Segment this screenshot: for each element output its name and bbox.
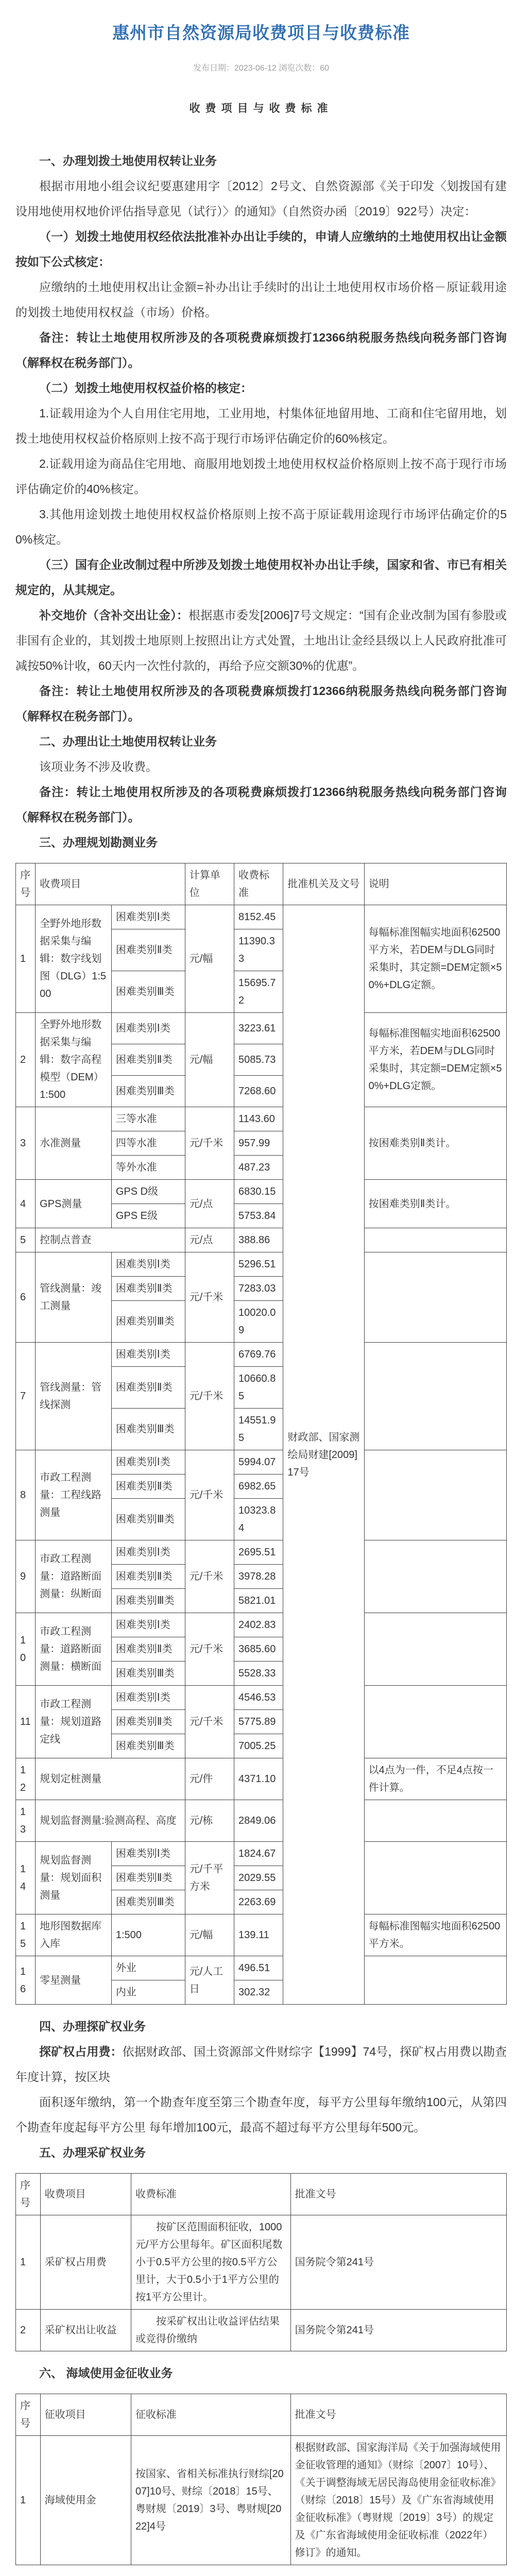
table-cell: GPS E级 [111, 1204, 185, 1228]
table-cell: 困难类别Ⅱ类 [111, 1866, 185, 1890]
table-row [16, 1540, 507, 1565]
table-cell: 3685.60 [234, 1637, 283, 1662]
column-header: 收费标准 [131, 2174, 290, 2215]
table-cell: 元/点 [185, 1180, 234, 1228]
table-row [16, 1842, 507, 1866]
table-cell: GPS D级 [111, 1180, 185, 1204]
table-cell: 零星测量 [36, 1956, 112, 2005]
section-heading: 六、 海域使用金征收业务 [39, 2366, 173, 2380]
table-cell: 3223.61 [234, 1013, 283, 1044]
paragraph: （三）国有企业改制过程中所涉及划拨土地使用权补办出让手续，国家和省、市已有相关规定的，从其规定。 [15, 558, 507, 597]
table-cell: 每幅标准图幅实地面积62500平方米，若DEM与DLG同时采集时，其定额=DEM定额×50%+DLG定额。 [364, 1013, 506, 1107]
paragraph: 探矿权占用费：依据财政部、国土资源部文件财综字【1999】74号，探矿权占用费以勘查年度计算，按区块 [15, 2045, 507, 2083]
table-cell: 8 [16, 1450, 36, 1540]
table-cell: 元/千米 [185, 1252, 234, 1343]
table-cell: 11 [16, 1686, 36, 1758]
document-body [15, 148, 507, 2576]
table-cell: 以4点为一件，不足4点按一件计算。 [364, 1758, 506, 1800]
table-header-row [16, 863, 507, 905]
table-cell: 困难类别Ⅲ类 [111, 1662, 185, 1686]
table-cell: 5085.73 [234, 1044, 283, 1076]
table-cell: 5821.01 [234, 1589, 283, 1613]
table-row [16, 1800, 507, 1842]
table-row [16, 1252, 507, 1277]
table-cell: 困难类别Ⅲ类 [111, 1076, 185, 1107]
document-subtitle: 收费项目与收费标准 [189, 103, 333, 114]
table-cell: 2263.69 [234, 1890, 283, 1914]
table-cell: 元/栋 [185, 1800, 234, 1842]
table-cell: 元/件 [185, 1758, 234, 1800]
table-cell: 3978.28 [234, 1565, 283, 1589]
table-cell: 7005.25 [234, 1734, 283, 1758]
column-header: 序号 [16, 2174, 41, 2215]
table-cell: 国务院令第241号 [290, 2310, 506, 2351]
table-row [16, 2215, 507, 2310]
table-cell: 2849.06 [234, 1800, 283, 1842]
table-cell: 等外水准 [111, 1156, 185, 1180]
column-header: 批准文号 [290, 2394, 506, 2436]
table-cell: 元/千米 [185, 1343, 234, 1450]
table-cell: 9 [16, 1540, 36, 1613]
paragraph: （二）划拨土地使用权权益价格的核定： [39, 381, 252, 395]
section-heading: 二、办理出让土地使用权转让业务 [39, 735, 217, 748]
table-cell: 元/点 [185, 1228, 234, 1252]
table-cell: 139.11 [234, 1914, 283, 1956]
table-cell: 国务院令第241号 [290, 2215, 506, 2310]
table-cell: 元/千米 [185, 1450, 234, 1540]
table-cell: 全野外地形数据采集与编辑：数字线划图（DLG）1:500 [36, 905, 112, 1013]
table-row [16, 905, 507, 929]
table-row [16, 2436, 507, 2565]
table-cell: 2 [16, 1013, 36, 1107]
table-row [16, 1107, 507, 1131]
table-cell: 16 [16, 1956, 36, 2005]
paragraph: 备注：转让土地使用权所涉及的各项税费麻烦拨打12366纳税服务热线向税务部门咨询（解释权在税务部门）。 [15, 331, 507, 369]
column-header: 序号 [16, 863, 36, 905]
column-header: 征收项目 [40, 2394, 131, 2436]
table-cell [364, 1800, 506, 1842]
table-cell: 2695.51 [234, 1540, 283, 1565]
table-cell: 采矿权出让收益 [40, 2310, 131, 2351]
table-cell: 困难类别Ⅱ类 [111, 1637, 185, 1662]
section-heading: 一、办理划拨土地使用权转让业务 [39, 154, 217, 167]
paragraph: 1.证载用途为个人自用住宅用地，工业用地，村集体征地留用地、工商和住宅留用地，划拨土地使用权权益价格原则上按不高于现行市场评估确定价的60%核定。 [15, 406, 507, 445]
table-cell: 5775.89 [234, 1710, 283, 1734]
table-cell: 5994.07 [234, 1450, 283, 1475]
table-cell: 困难类别Ⅲ类 [111, 1734, 185, 1758]
table-row [16, 1013, 507, 1044]
paragraph: 根据市用地小组会议纪要惠建用字〔2012〕2号文、自然资源部《关于印发〈划拨国有建设用地使用权地价评估指导意见（试行）〉的通知》（自然资办函〔2019〕922号）决定： [15, 179, 507, 218]
table-cell: 规划监督测量：规划面积测量 [36, 1842, 112, 1914]
column-header: 批准机关及文号 [283, 863, 364, 905]
table-cell: 6982.65 [234, 1475, 283, 1499]
section-heading: 三、办理规划勘测业务 [39, 836, 158, 849]
table-row [16, 1686, 507, 1710]
paragraph: 备注：转让土地使用权所涉及的各项税费麻烦拨打12366纳税服务热线向税务部门咨询（解释权在税务部门）。 [15, 785, 507, 824]
table-cell: 控制点普查 [36, 1228, 185, 1252]
page-title: 惠州市自然资源局收费项目与收费标准 [112, 23, 410, 42]
paragraph: （一）划拨土地使用权经依法批准补办出让手续的，申请人应缴纳的土地使用权出让金额按如下公式核定： [15, 230, 507, 268]
column-header: 收费项目 [40, 2174, 131, 2215]
table-cell: 元/千米 [185, 1613, 234, 1686]
table-cell: 10660.85 [234, 1367, 283, 1409]
table-cell: GPS测量 [36, 1180, 112, 1228]
table-cell: 按矿区范围面积征收，1000元/平方公里每年。矿区面积尾数小于0.5平方公里的按0.5平方公里计，大于0.5小于1平方公里的按1平方公里计。 [131, 2215, 290, 2310]
table-cell: 困难类别Ⅲ类 [111, 971, 185, 1013]
table-cell: 困难类别Ⅱ类 [111, 1565, 185, 1589]
table-cell: 管线测量：管线探测 [36, 1343, 112, 1450]
table-cell: 元/幅 [185, 1013, 234, 1107]
table-cell: 困难类别Ⅲ类 [111, 1890, 185, 1914]
table-cell: 外业 [111, 1956, 185, 1980]
publish-meta: 发布日期：2023-06-12 浏览次数：60 [193, 64, 330, 73]
table-cell: 困难类别Ⅰ类 [111, 1842, 185, 1866]
paragraph: 2.证载用途为商品住宅用地、商服用地划拨土地使用权权益价格原则上按不高于现行市场评估确定价的40%核定。 [15, 457, 507, 496]
table-cell [364, 1613, 506, 1686]
table-cell: 地形图数据库入库 [36, 1914, 112, 1956]
table-cell: 10323.84 [234, 1499, 283, 1540]
table-cell: 元/千平方米 [185, 1842, 234, 1914]
table-cell [364, 1343, 506, 1450]
table-cell: 市政工程测量：工程线路测量 [36, 1450, 112, 1540]
mining-right-fee-table [15, 2173, 507, 2351]
table-cell: 4371.10 [234, 1758, 283, 1800]
table-cell: 14 [16, 1842, 36, 1914]
table-cell: 6769.76 [234, 1343, 283, 1367]
table-header-row [16, 2394, 507, 2436]
table-cell: 12 [16, 1758, 36, 1800]
table-cell [364, 1686, 506, 1758]
table-row [16, 2310, 507, 2351]
table-cell: 496.51 [234, 1956, 283, 1980]
table-cell: 5753.84 [234, 1204, 283, 1228]
table-cell: 困难类别Ⅱ类 [111, 1710, 185, 1734]
paragraph: 该项业务不涉及收费。 [39, 760, 158, 773]
paragraph-bold-prefix: 补交地价（含补交出让金）： [39, 608, 188, 622]
table-cell: 困难类别Ⅰ类 [111, 1540, 185, 1565]
table-cell: 困难类别Ⅰ类 [111, 1686, 185, 1710]
table-row [16, 1914, 507, 1956]
table-cell: 5296.51 [234, 1252, 283, 1277]
table-cell: 困难类别Ⅱ类 [111, 929, 185, 971]
table-cell: 全野外地形数据采集与编辑：数字高程模型（DEM）1:500 [36, 1013, 112, 1107]
table-cell: 15695.72 [234, 971, 283, 1013]
table-cell [364, 1450, 506, 1540]
table-row [16, 1343, 507, 1367]
table-cell: 2 [16, 2310, 41, 2351]
table-cell: 三等水准 [111, 1107, 185, 1131]
table-cell: 2029.55 [234, 1866, 283, 1890]
table-cell: 困难类别Ⅰ类 [111, 1343, 185, 1367]
table-cell: 元/幅 [185, 905, 234, 1013]
table-cell: 5 [16, 1228, 36, 1252]
table-cell: 6 [16, 1252, 36, 1343]
table-cell: 困难类别Ⅰ类 [111, 1252, 185, 1277]
table-cell: 四等水准 [111, 1131, 185, 1156]
table-cell: 1:500 [111, 1914, 185, 1956]
table-cell: 8152.45 [234, 905, 283, 929]
table-cell: 市政工程测量：道路断面测量：横断面 [36, 1613, 112, 1686]
table-cell: 根据财政部、国家海洋局《关于加强海域使用金征收管理的通知》（财综〔2007〕10号）、《关于调整海域无居民海岛使用金征收标准》（财综〔2018〕15号）及《广东省海域使用金征收标准》（粤财规〔2019〕3号）的规定及《广东省海域使用金征收标准（2022年）修订》的通知。 [290, 2436, 506, 2565]
table-cell: 管线测量：竣工测量 [36, 1252, 112, 1343]
table-row [16, 1956, 507, 1980]
paragraph: 补交地价（含补交出让金）：根据惠市委发[2006]7号文规定：“国有企业改制为国有参股或非国有企业的，其划拨土地原则上按照出让方式处置，土地出让金经县级以上人民政府批准可减按50%计收，60天内一次性付款的，再给予应交额30%的优惠”。 [15, 608, 507, 672]
table-cell: 规划定桩测量 [36, 1758, 185, 1800]
table-cell: 10 [16, 1613, 36, 1686]
table-cell: 元/幅 [185, 1914, 234, 1956]
table-cell: 市政工程测量：道路断面测量：纵断面 [36, 1540, 112, 1613]
table-row [16, 1180, 507, 1204]
table-cell: 按国家、省相关标准执行财综[2007]10号、财综〔2018〕15号、粤财规〔2019〕3号、粤财规[2022]4号 [131, 2436, 290, 2565]
survey-fee-table [15, 863, 507, 2005]
column-header: 收费项目 [36, 863, 185, 905]
table-cell: 财政部、国家测绘局财建[2009]17号 [283, 905, 364, 2005]
table-cell: 1143.60 [234, 1107, 283, 1131]
paragraph: 应缴纳的土地使用权出让金额=补办出让手续时的出让土地使用权市场价格－原证载用途的划拨土地使用权权益（市场）价格。 [15, 280, 507, 319]
section-heading: 四、办理探矿权业务 [39, 2020, 146, 2033]
table-cell [364, 1252, 506, 1343]
table-cell: 15 [16, 1914, 36, 1956]
paragraph-bold-prefix: 探矿权占用费： [39, 2045, 123, 2058]
paragraph: 备注：转让土地使用权所涉及的各项税费麻烦拨打12366纳税服务热线向税务部门咨询（解释权在税务部门）。 [15, 684, 507, 723]
table-cell: 2402.83 [234, 1613, 283, 1637]
table-cell: 1824.67 [234, 1842, 283, 1866]
table-cell: 5528.33 [234, 1662, 283, 1686]
table-row [16, 1450, 507, 1475]
table-cell: 困难类别Ⅱ类 [111, 1044, 185, 1076]
table-cell: 4546.53 [234, 1686, 283, 1710]
column-header: 批准文号 [290, 2174, 506, 2215]
paragraph: 3.其他用途划拨土地使用权权益价格原则上按不高于原证载用途现行市场评估确定价的50%核定。 [15, 507, 507, 546]
table-cell: 困难类别Ⅱ类 [111, 1367, 185, 1409]
table-cell: 困难类别Ⅰ类 [111, 1613, 185, 1637]
table-cell: 元/千米 [185, 1107, 234, 1180]
table-cell: 按困难类别Ⅱ类计。 [364, 1180, 506, 1228]
table-cell: 按困难类别Ⅱ类计。 [364, 1107, 506, 1180]
table-cell [364, 1956, 506, 2005]
section-heading [15, 2574, 507, 2576]
table-row [16, 1613, 507, 1637]
table-cell: 1 [16, 2215, 41, 2310]
table-cell: 13 [16, 1800, 36, 1842]
section-heading: 五、办理采矿权业务 [39, 2146, 146, 2159]
table-cell: 内业 [111, 1980, 185, 2005]
table-cell: 困难类别Ⅱ类 [111, 1475, 185, 1499]
table-cell: 14551.95 [234, 1409, 283, 1450]
table-cell: 1 [16, 2436, 41, 2565]
table-cell: 困难类别Ⅰ类 [111, 1450, 185, 1475]
table-cell [364, 1540, 506, 1613]
table-cell: 10020.09 [234, 1301, 283, 1343]
column-header: 收费标准 [234, 863, 283, 905]
table-cell: 3 [16, 1107, 36, 1180]
table-cell: 7268.60 [234, 1076, 283, 1107]
table-row [16, 1758, 507, 1800]
table-cell [364, 1842, 506, 1914]
table-cell: 困难类别Ⅲ类 [111, 1301, 185, 1343]
sea-area-fee-table [15, 2394, 507, 2565]
paragraph: 面积逐年缴纳，第一个勘查年度至第三个勘查年度，每平方公里每年缴纳100元，从第四个勘查年度起每平方公里 每年增加100元，最高不超过每平方公里每年500元。 [15, 2095, 507, 2134]
table-cell: 1 [16, 905, 36, 1013]
table-cell: 6830.15 [234, 1180, 283, 1204]
table-cell: 按采矿权出让收益评估结果或竞得价缴纳 [131, 2310, 290, 2351]
table-cell: 困难类别Ⅲ类 [111, 1499, 185, 1540]
table-row [16, 1228, 507, 1252]
table-cell: 采矿权占用费 [40, 2215, 131, 2310]
table-cell: 487.23 [234, 1156, 283, 1180]
table-cell: 水准测量 [36, 1107, 112, 1180]
table-cell: 元/千米 [185, 1540, 234, 1613]
table-cell: 困难类别Ⅱ类 [111, 1277, 185, 1301]
table-cell: 302.32 [234, 1980, 283, 2005]
table-cell: 困难类别Ⅰ类 [111, 905, 185, 929]
table-cell: 规划监督测量:验测高程、高度 [36, 1800, 185, 1842]
table-cell: 元/千米 [185, 1686, 234, 1758]
table-cell: 海域使用金 [40, 2436, 131, 2565]
table-cell: 每幅标准图幅实地面积62500平方米。 [364, 1914, 506, 1956]
table-cell: 市政工程测量：规划道路定线 [36, 1686, 112, 1758]
table-cell: 每幅标准图幅实地面积62500平方米，若DEM与DLG同时采集时，其定额=DEM定额×50%+DLG定额。 [364, 905, 506, 1013]
table-cell: 957.99 [234, 1131, 283, 1156]
table-cell: 4 [16, 1180, 36, 1228]
table-cell: 困难类别Ⅰ类 [111, 1013, 185, 1044]
table-header-row [16, 2174, 507, 2215]
table-cell: 元/人工日 [185, 1956, 234, 2005]
column-header: 征收标准 [131, 2394, 290, 2436]
table-cell: 困难类别Ⅲ类 [111, 1589, 185, 1613]
column-header: 计算单位 [185, 863, 234, 905]
table-cell [364, 1228, 506, 1252]
table-cell: 困难类别Ⅲ类 [111, 1409, 185, 1450]
column-header: 序号 [16, 2394, 41, 2436]
table-cell: 7283.03 [234, 1277, 283, 1301]
table-cell: 7 [16, 1343, 36, 1450]
column-header: 说明 [364, 863, 506, 905]
table-cell: 11390.33 [234, 929, 283, 971]
table-cell: 388.86 [234, 1228, 283, 1252]
